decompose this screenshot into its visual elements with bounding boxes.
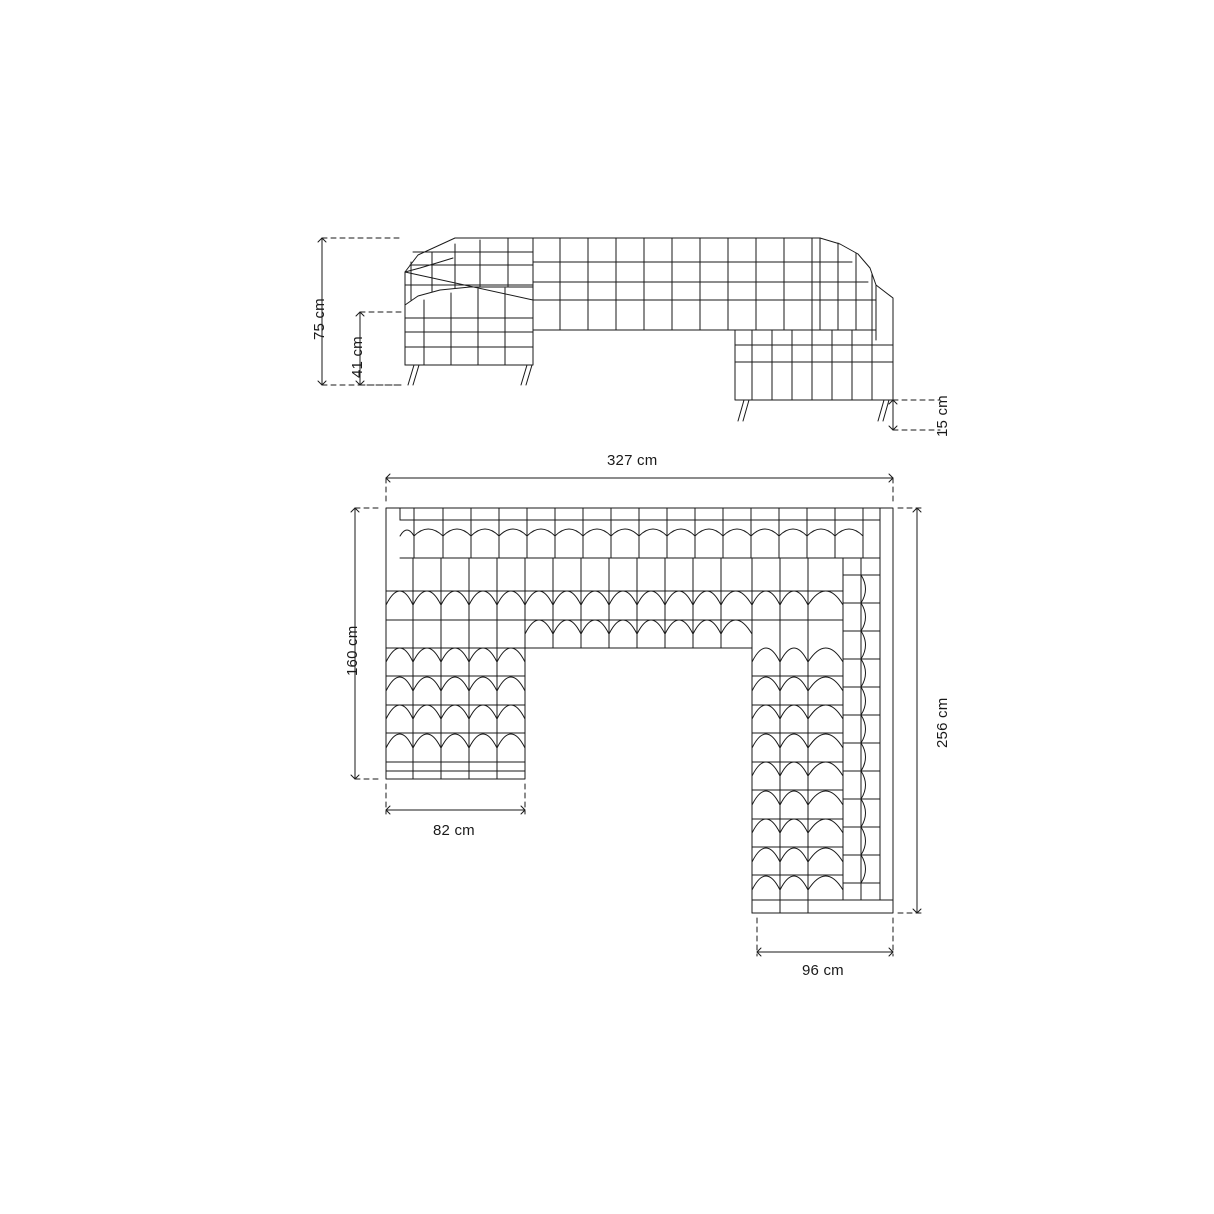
top-plan-geometry	[386, 508, 893, 913]
dimension-label-width-right-chaise: 96 cm	[802, 962, 844, 979]
front-elevation-geometry	[405, 238, 893, 421]
dimension-label-width-left-chaise: 82 cm	[433, 822, 475, 839]
dimension-label-width-total: 327 cm	[607, 452, 658, 469]
dimension-label-height-seat: 41 cm	[349, 336, 366, 378]
dimension-label-height-total: 75 cm	[311, 298, 328, 340]
dimension-label-depth-total: 256 cm	[934, 697, 951, 748]
dimension-label-height-leg: 15 cm	[934, 395, 951, 437]
dimension-label-depth-left-module: 160 cm	[344, 625, 361, 676]
